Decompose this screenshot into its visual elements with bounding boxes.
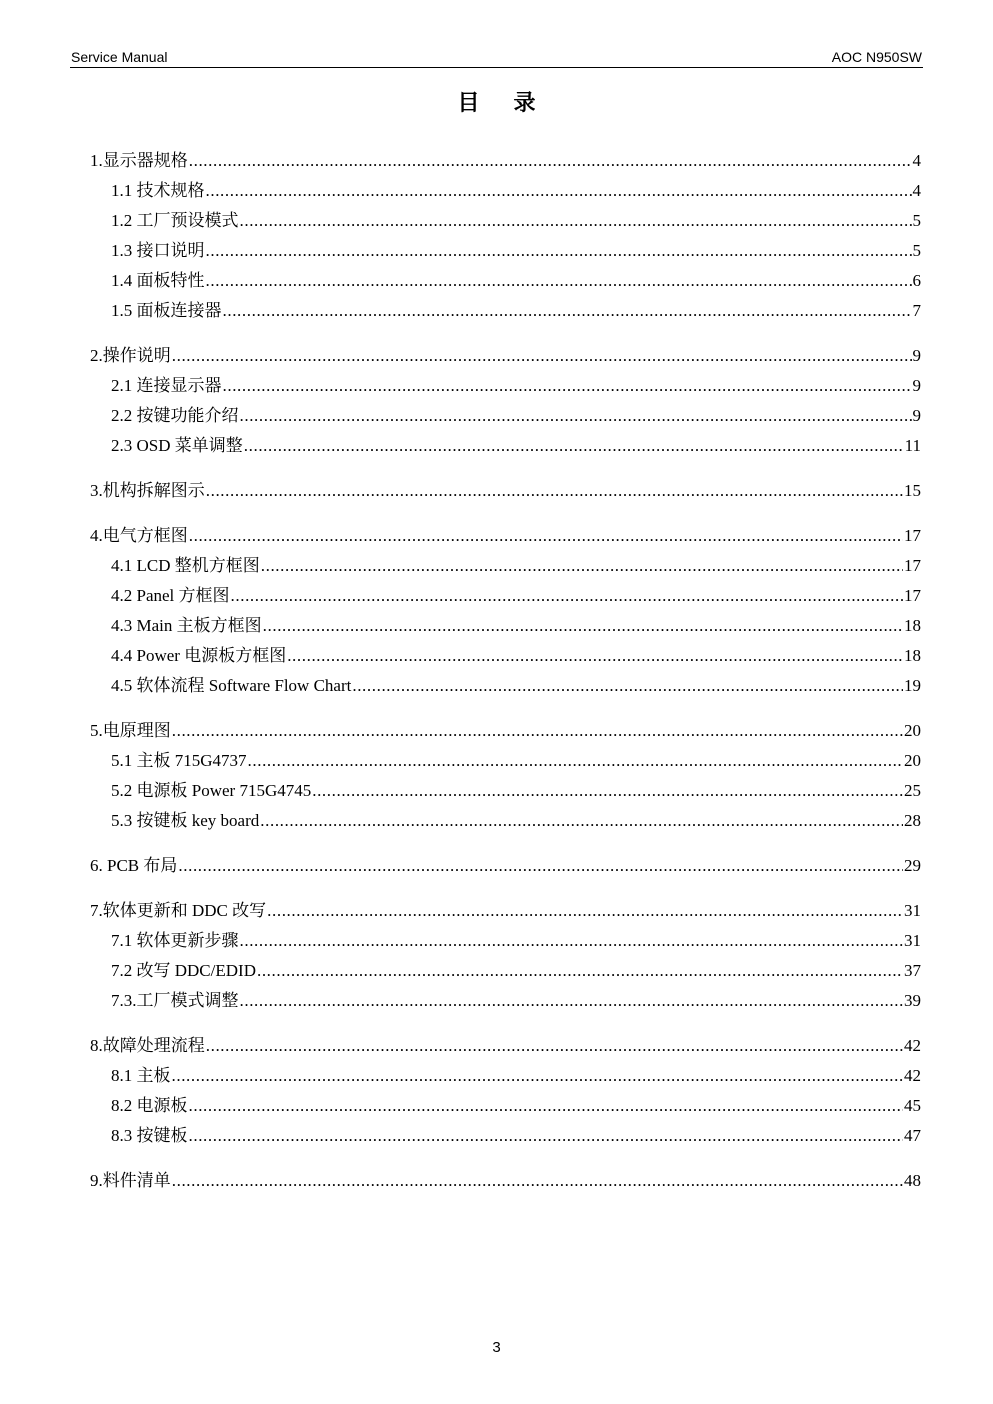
toc-entry-label: 4.1 LCD 整机方框图 — [111, 556, 260, 575]
toc-entry-1-2[interactable] — [90, 206, 921, 236]
toc-leader-dots — [206, 476, 903, 506]
toc-entry-7-3[interactable] — [90, 986, 921, 1016]
toc-entry-5-2[interactable] — [90, 776, 921, 806]
toc-entry-label: 5.1 主板 715G4737 — [111, 751, 247, 770]
toc-entry-1-3[interactable] — [90, 236, 921, 266]
toc-page-number: 42 — [904, 1036, 921, 1055]
toc-leader-dots — [172, 1061, 904, 1091]
toc-entry-label: 1.显示器规格 — [90, 151, 188, 170]
toc-entry-label: 3.机构拆解图示 — [90, 481, 205, 500]
toc-entry-2-1[interactable] — [90, 371, 921, 401]
toc-entry-label: 2.3 OSD 菜单调整 — [111, 436, 243, 455]
toc-leader-dots — [189, 1121, 904, 1151]
toc-leader-dots — [261, 551, 903, 581]
toc-entry-3[interactable] — [90, 476, 921, 506]
toc-leader-dots — [206, 266, 912, 296]
toc-leader-dots — [206, 1031, 903, 1061]
toc-page-number: 17 — [904, 526, 921, 545]
toc-page-number: 29 — [904, 856, 921, 875]
toc-leader-dots — [267, 896, 903, 926]
toc-entry-4-1[interactable] — [90, 551, 921, 581]
toc-entry-2[interactable] — [90, 341, 921, 371]
toc-page-number: 39 — [904, 991, 921, 1010]
toc-leader-dots — [189, 146, 912, 176]
toc-page-number: 20 — [904, 721, 921, 740]
toc-page-number: 45 — [904, 1096, 921, 1115]
title-char-1: 目 — [457, 90, 480, 116]
toc-entry-label: 1.4 面板特性 — [111, 271, 205, 290]
toc-leader-dots — [257, 956, 903, 986]
toc-leader-dots — [206, 236, 912, 266]
toc-entry-8-1[interactable] — [90, 1061, 921, 1091]
toc-entry-label: 8.2 电源板 — [111, 1096, 188, 1115]
toc-leader-dots — [189, 1091, 904, 1121]
toc-page-number: 48 — [904, 1171, 921, 1190]
toc-leader-dots — [240, 926, 904, 956]
toc-leader-dots — [231, 581, 903, 611]
toc-entry-label: 4.3 Main 主板方框图 — [111, 616, 262, 635]
toc-entry-1-5[interactable] — [90, 296, 921, 326]
toc-entry-2-2[interactable] — [90, 401, 921, 431]
toc-page-number: 18 — [904, 646, 921, 665]
page-title — [0, 86, 993, 117]
toc-leader-dots — [263, 611, 903, 641]
toc-entry-9[interactable] — [90, 1166, 921, 1196]
toc-entry-label: 1.2 工厂预设模式 — [111, 211, 239, 230]
toc-entry-label: 1.1 技术规格 — [111, 181, 205, 200]
toc-entry-label: 4.电气方框图 — [90, 526, 188, 545]
toc-entry-label: 7.2 改写 DDC/EDID — [111, 961, 256, 980]
toc-leader-dots — [248, 746, 903, 776]
toc-entry-6[interactable] — [90, 851, 921, 881]
toc-entry-5-3[interactable] — [90, 806, 921, 836]
toc-entry-4[interactable] — [90, 521, 921, 551]
toc-entry-8-2[interactable] — [90, 1091, 921, 1121]
toc-entry-5-1[interactable] — [90, 746, 921, 776]
toc-page-number: 25 — [904, 781, 921, 800]
toc-entry-label: 8.3 按键板 — [111, 1126, 188, 1145]
toc-entry-label: 9.料件清单 — [90, 1171, 171, 1190]
toc-entry-1-1[interactable] — [90, 176, 921, 206]
toc-entry-label: 5.3 按键板 key board — [111, 811, 260, 830]
toc-entry-1-4[interactable] — [90, 266, 921, 296]
toc-leader-dots — [189, 521, 903, 551]
toc-entry-label: 8.1 主板 — [111, 1066, 171, 1085]
toc-leader-dots — [260, 806, 903, 836]
toc-page-number: 18 — [904, 616, 921, 635]
toc-leader-dots — [240, 401, 912, 431]
toc-entry-2-3[interactable] — [90, 431, 921, 461]
toc-entry-4-5[interactable] — [90, 671, 921, 701]
toc-page-number: 5 — [912, 211, 921, 230]
toc-entry-4-3[interactable] — [90, 611, 921, 641]
toc-page-number: 47 — [904, 1126, 921, 1145]
toc-entry-label: 6. PCB 布局 — [90, 856, 178, 875]
toc-leader-dots — [312, 776, 903, 806]
toc-page-number: 37 — [904, 961, 921, 980]
toc-entry-label: 2.2 按键功能介绍 — [111, 406, 239, 425]
toc-page-number: 4 — [912, 181, 921, 200]
toc-page-number: 31 — [904, 931, 921, 950]
page-number: 3 — [492, 1339, 501, 1356]
header-model: AOC N950SW — [831, 49, 922, 65]
toc-entry-1[interactable] — [90, 146, 921, 176]
toc-entry-label: 8.故障处理流程 — [90, 1036, 205, 1055]
toc-entry-label: 7.1 软体更新步骤 — [111, 931, 239, 950]
toc-leader-dots — [287, 641, 903, 671]
toc-entry-label: 2.1 连接显示器 — [111, 376, 222, 395]
toc-entry-label: 4.4 Power 电源板方框图 — [111, 646, 287, 665]
toc-entry-8-3[interactable] — [90, 1121, 921, 1151]
toc-leader-dots — [172, 1166, 903, 1196]
toc-page-number: 6 — [912, 271, 921, 290]
toc-page-number: 7 — [912, 301, 921, 320]
toc-entry-label: 7.软体更新和 DDC 改写 — [90, 901, 267, 920]
toc-leader-dots — [223, 296, 912, 326]
toc-page-number: 17 — [904, 586, 921, 605]
toc-entry-8[interactable] — [90, 1031, 921, 1061]
toc-entry-label: 4.5 软体流程 Software Flow Chart — [111, 676, 352, 695]
toc-page-number: 28 — [904, 811, 921, 830]
toc-page-number: 15 — [904, 481, 921, 500]
toc-page-number: 4 — [912, 151, 921, 170]
toc-page-number: 31 — [904, 901, 921, 920]
title-char-2: 录 — [513, 90, 536, 116]
toc-entry-7[interactable] — [90, 896, 921, 926]
toc-page-number: 11 — [904, 436, 921, 455]
toc-entry-label: 5.2 电源板 Power 715G4745 — [111, 781, 312, 800]
toc-leader-dots — [244, 431, 904, 461]
toc-leader-dots — [223, 371, 912, 401]
toc-leader-dots — [206, 176, 912, 206]
toc-page-number: 9 — [912, 346, 921, 365]
toc-entry-label: 1.3 接口说明 — [111, 241, 205, 260]
table-of-contents — [90, 146, 921, 1196]
toc-leader-dots — [172, 716, 903, 746]
toc-entry-4-2[interactable] — [90, 581, 921, 611]
toc-leader-dots — [240, 206, 912, 236]
toc-entry-label: 5.电原理图 — [90, 721, 171, 740]
toc-entry-label: 4.2 Panel 方框图 — [111, 586, 230, 605]
toc-entry-label: 7.3.工厂模式调整 — [111, 991, 239, 1010]
toc-leader-dots — [178, 851, 903, 881]
toc-entry-5[interactable] — [90, 716, 921, 746]
page-header — [70, 49, 923, 68]
toc-entry-label: 2.操作说明 — [90, 346, 171, 365]
toc-leader-dots — [172, 341, 912, 371]
toc-page-number: 19 — [904, 676, 921, 695]
toc-leader-dots — [240, 986, 904, 1016]
toc-page-number: 9 — [912, 376, 921, 395]
toc-entry-4-4[interactable] — [90, 641, 921, 671]
toc-page-number: 20 — [904, 751, 921, 770]
toc-page-number: 5 — [912, 241, 921, 260]
toc-leader-dots — [352, 671, 903, 701]
toc-entry-7-1[interactable] — [90, 926, 921, 956]
toc-entry-7-2[interactable] — [90, 956, 921, 986]
toc-page-number: 17 — [904, 556, 921, 575]
toc-page-number: 9 — [912, 406, 921, 425]
header-title: Service Manual — [71, 49, 168, 65]
toc-page-number: 42 — [904, 1066, 921, 1085]
toc-entry-label: 1.5 面板连接器 — [111, 301, 222, 320]
